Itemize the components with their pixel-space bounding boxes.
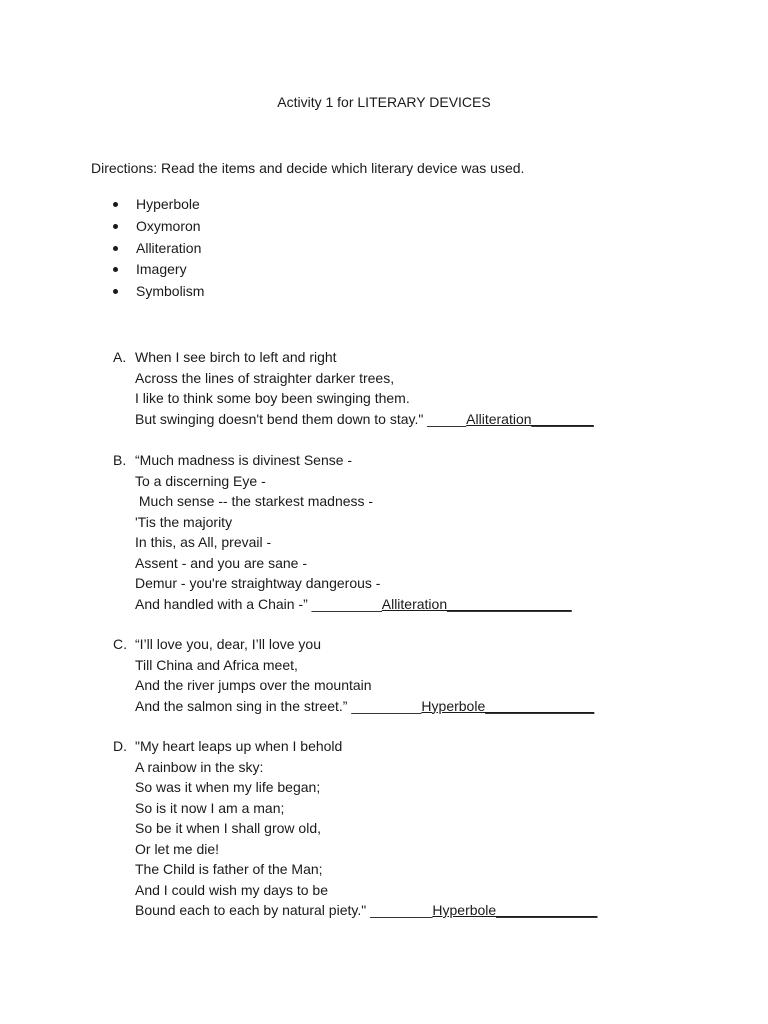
device-list-item: [113, 260, 204, 282]
bullet-icon: [113, 246, 118, 251]
poem-line: The Child is father of the Man;: [135, 861, 323, 877]
item-letter: A.: [113, 349, 127, 365]
poem-lines: [135, 736, 597, 921]
device-label: Hyperbole: [136, 196, 200, 212]
answer-text: Alliteration________: [466, 410, 594, 427]
poem-lines: [135, 347, 594, 429]
device-label: Oxymoron: [136, 217, 201, 234]
device-list-item: [113, 239, 204, 261]
poem-line: Much sense -- the starkest madness -: [135, 493, 374, 509]
bullet-icon: [113, 202, 118, 207]
poem-line-text: And handled with a Chain -” _________: [135, 595, 382, 612]
device-list-item: [113, 217, 204, 239]
poem-line: I like to think some boy been swinging them.: [135, 390, 410, 406]
device-label: Alliteration: [136, 239, 202, 256]
item-letter: B.: [113, 452, 127, 468]
device-list-item: [113, 282, 204, 304]
device-label: Imagery: [136, 261, 187, 278]
answer-text: Hyperbole______________: [421, 697, 595, 714]
poem-line: When I see birch to left and right: [135, 349, 337, 365]
poem-line: So is it now I am a man;: [135, 799, 285, 816]
poem-line-text: But swinging doesn't bend them down to stay." _____: [135, 410, 467, 427]
poem-line: “Much madness is divinest Sense -: [135, 452, 353, 468]
poem-line: Across the lines of straighter darker trees,: [135, 369, 395, 386]
poem-line-text: And the salmon sing in the street.” _________: [135, 697, 422, 714]
page-title: Activity 1 for LITERARY DEVICES: [277, 94, 491, 110]
poem-line-with-answer: [135, 696, 594, 717]
poem-line: In this, as All, prevail -: [135, 534, 272, 550]
item-letter: D.: [113, 738, 127, 754]
poem-line: To a discerning Eye -: [135, 472, 266, 489]
poem-line: So be it when I shall grow old,: [135, 820, 321, 836]
answer-text: Hyperbole_____________: [432, 902, 598, 918]
poem-line: Till China and Africa meet,: [135, 656, 298, 673]
device-list: [113, 195, 204, 304]
poem-line: Demur - you're straightway dangerous -: [135, 575, 381, 591]
poem-line: “I’ll love you, dear, I’ll love you: [135, 636, 321, 652]
bullet-icon: [113, 289, 118, 294]
answer-text: Alliteration________________: [381, 595, 572, 612]
poem-lines: [135, 634, 594, 716]
poem-line: So was it when my life began;: [135, 779, 321, 795]
bullet-icon: [113, 224, 118, 229]
poem-line-text: Bound each to each by natural piety." ________: [135, 902, 433, 918]
device-list-item: [113, 195, 204, 217]
poem-lines: [135, 450, 572, 614]
poem-line: "My heart leaps up when I behold: [135, 738, 343, 754]
poem-line: And the river jumps over the mountain: [135, 677, 372, 693]
poem-line-with-answer: [135, 900, 597, 921]
directions-text: Directions: Read the items and decide which literary device was used.: [91, 160, 525, 176]
poem-line: And I could wish my days to be: [135, 881, 328, 898]
bullet-icon: [113, 267, 118, 272]
poem-line-with-answer: [135, 409, 594, 430]
poem-line: Assent - and you are sane -: [135, 554, 307, 571]
device-label: Symbolism: [136, 283, 205, 299]
poem-line: Or let me die!: [135, 840, 220, 857]
poem-line: A rainbow in the sky:: [135, 758, 264, 775]
poem-line-with-answer: [135, 594, 572, 615]
item-letter: C.: [113, 636, 127, 652]
poem-line: 'Tis the majority: [135, 513, 233, 530]
